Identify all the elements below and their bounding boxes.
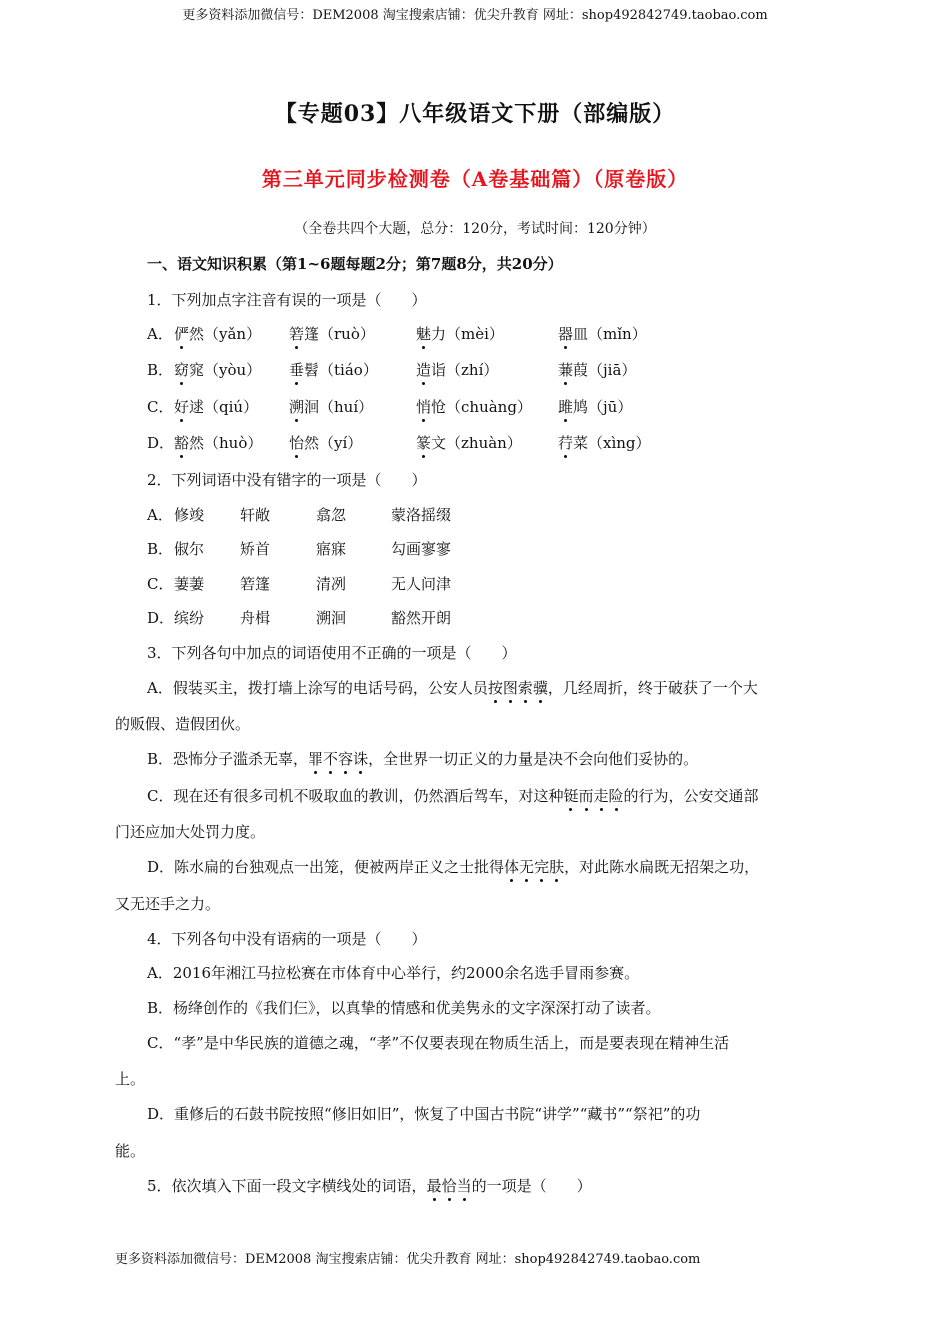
dotted-char: 溯 bbox=[289, 398, 305, 416]
dotted-term: 按图索骥 bbox=[487, 679, 548, 697]
pinyin-text: 文（zhuàn） bbox=[431, 434, 522, 452]
word-item: 溯洄 bbox=[316, 609, 347, 627]
dotted-char: 篆 bbox=[416, 434, 432, 452]
question-4-stem: 4．下列各句中没有语病的一项是（ ） bbox=[147, 930, 427, 948]
text: B．恐怖分子滥杀无辜， bbox=[147, 750, 309, 768]
pinyin-item bbox=[289, 359, 378, 380]
option-label: C． bbox=[147, 398, 174, 416]
text: A．假装买主，拨打墙上涂写的电话号码，公安人员 bbox=[147, 679, 488, 697]
text: C．现在还有很多司机不吸取血的教训，仍然酒后驾车，对这种 bbox=[147, 787, 564, 805]
dotted-term: 体无完肤 bbox=[504, 858, 565, 876]
question-4-option-c: C．“孝”是中华民族的道德之魂，“孝”不仅要表现在物质生活上，而是要表现在精神生活 bbox=[147, 1034, 730, 1052]
question-2-stem: 2．下列词语中没有错字的一项是（ ） bbox=[147, 471, 427, 489]
dotted-char: 怡 bbox=[289, 434, 305, 452]
pinyin-text: 然（huò） bbox=[189, 434, 263, 452]
word-item: 矫首 bbox=[240, 540, 271, 558]
pinyin-text: 力（mèi） bbox=[431, 325, 504, 343]
word-item: 无人问津 bbox=[391, 575, 452, 593]
pinyin-item bbox=[416, 323, 504, 344]
pinyin-text: 菜（xìng） bbox=[573, 434, 651, 452]
dotted-char: 豁 bbox=[174, 434, 190, 452]
option-label: A． bbox=[147, 506, 173, 524]
word-item: 修竣 bbox=[174, 506, 205, 524]
question-3-option-c-cont: 门还应加大处罚力度。 bbox=[115, 823, 266, 841]
option-label: D． bbox=[147, 609, 175, 627]
question-4-option-b: B．杨绛创作的《我们仨》，以真挚的情感和优美隽永的文字深深打动了读者。 bbox=[147, 999, 661, 1017]
option-label: B． bbox=[147, 361, 174, 379]
option-label: D． bbox=[147, 434, 175, 452]
question-4-option-d: D．重修后的石鼓书院按照“修旧如旧”，恢复了中国古书院“讲学”“藏书”“祭祀”的功 bbox=[147, 1105, 701, 1123]
question-4-option-c-cont: 上。 bbox=[115, 1070, 146, 1088]
document-subtitle: 第三单元同步检测卷（A卷基础篇）（原卷版） bbox=[261, 167, 689, 191]
pinyin-text: 怆（chuàng） bbox=[431, 398, 532, 416]
pinyin-item bbox=[416, 396, 532, 417]
text: 的一项是（ ） bbox=[471, 1177, 592, 1195]
word-item: 萋萋 bbox=[174, 575, 205, 593]
pinyin-text: 洄（huí） bbox=[304, 398, 374, 416]
word-item: 勾画寥寥 bbox=[391, 540, 452, 558]
word-item: 豁然开朗 bbox=[391, 609, 452, 627]
question-4-option-d-cont: 能。 bbox=[115, 1142, 146, 1160]
pinyin-text: 皿（mǐn） bbox=[573, 325, 647, 343]
pinyin-text: 篷（ruò） bbox=[304, 325, 375, 343]
dotted-term: 罪不容诛 bbox=[308, 750, 369, 768]
word-item: 俶尔 bbox=[174, 540, 205, 558]
pinyin-text: 逑（qiú） bbox=[189, 398, 259, 416]
page-footer: 更多资料添加微信号：DEM2008 淘宝搜索店铺：优尖升教育 网址：shop492842749.taobao.com bbox=[115, 1252, 701, 1267]
pinyin-item bbox=[174, 396, 258, 417]
page-header: 更多资料添加微信号：DEM2008 淘宝搜索店铺：优尖升教育 网址：shop492842749.taobao.com bbox=[182, 8, 768, 23]
text: 的行为，公安交通部 bbox=[623, 787, 759, 805]
dotted-char: 蒹 bbox=[558, 361, 574, 379]
question-3-option-c bbox=[147, 785, 759, 806]
dotted-char: 好 bbox=[174, 398, 190, 416]
dotted-char: 魅 bbox=[416, 325, 432, 343]
section-heading: 一、语文知识积累（第1~6题每题2分；第7题8分，共20分） bbox=[147, 255, 563, 273]
option-label: B． bbox=[147, 540, 174, 558]
pinyin-item bbox=[174, 359, 261, 380]
word-item: 箬篷 bbox=[240, 575, 271, 593]
word-item: 轩敞 bbox=[240, 506, 271, 524]
pinyin-text: 然（yí） bbox=[304, 434, 363, 452]
pinyin-text: 然（yǎn） bbox=[189, 325, 262, 343]
dotted-char: 俨 bbox=[174, 325, 190, 343]
pinyin-text: 诣（zhí） bbox=[431, 361, 499, 379]
pinyin-item bbox=[174, 323, 261, 344]
pinyin-item bbox=[558, 396, 632, 417]
dotted-char: 垂 bbox=[289, 361, 305, 379]
pinyin-item bbox=[416, 432, 522, 453]
dotted-term: 铤而走险 bbox=[563, 787, 624, 805]
question-3-option-b bbox=[147, 748, 698, 769]
pinyin-text: 鸠（jū） bbox=[573, 398, 633, 416]
word-item: 翕忽 bbox=[316, 506, 347, 524]
pinyin-item bbox=[289, 323, 375, 344]
dotted-char: 造 bbox=[416, 361, 432, 379]
pinyin-item bbox=[289, 396, 373, 417]
pinyin-item bbox=[558, 323, 647, 344]
document-title: 【专题03】八年级语文下册（部编版） bbox=[274, 101, 676, 127]
text: D．陈水扁的台独观点一出笼，便被两岸正义之士批得 bbox=[147, 858, 505, 876]
dotted-char: 雎 bbox=[558, 398, 574, 416]
text: ，几经周折，终于破获了一个大 bbox=[547, 679, 758, 697]
question-4-option-a: A．2016年湘江马拉松赛在市体育中心举行，约2000余名选手冒雨参赛。 bbox=[147, 964, 640, 982]
pinyin-item bbox=[558, 359, 636, 380]
word-item: 舟楫 bbox=[240, 609, 271, 627]
question-5-stem bbox=[147, 1175, 592, 1196]
pinyin-item bbox=[289, 432, 362, 453]
pinyin-text: 髫（tiáo） bbox=[304, 361, 378, 379]
dotted-char: 窈 bbox=[174, 361, 190, 379]
question-3-option-d-cont: 又无还手之力。 bbox=[115, 895, 221, 913]
text: ，全世界一切正义的力量是决不会向他们妥协的。 bbox=[368, 750, 699, 768]
option-label: A． bbox=[147, 325, 173, 343]
dotted-term: 最恰当 bbox=[426, 1177, 472, 1195]
exam-note: （全卷共四个大题，总分：120分，考试时间：120分钟） bbox=[294, 221, 656, 237]
pinyin-item bbox=[174, 432, 262, 453]
option-label: C． bbox=[147, 575, 174, 593]
dotted-char: 器 bbox=[558, 325, 574, 343]
question-1-stem: 1．下列加点字注音有误的一项是（ ） bbox=[147, 291, 427, 309]
pinyin-item bbox=[558, 432, 651, 453]
dotted-char: 荇 bbox=[558, 434, 574, 452]
dotted-char: 箬 bbox=[289, 325, 305, 343]
text: ，对此陈水扁既无招架之功， bbox=[564, 858, 760, 876]
question-3-option-d bbox=[147, 856, 759, 877]
word-item: 蒙洛摇缀 bbox=[391, 506, 452, 524]
question-3-stem: 3．下列各句中加点的词语使用不正确的一项是（ ） bbox=[147, 644, 517, 662]
pinyin-text: 葭（jiā） bbox=[573, 361, 637, 379]
text: 5．依次填入下面一段文字横线处的词语， bbox=[147, 1177, 427, 1195]
question-3-option-a-cont: 的贩假、造假团伙。 bbox=[115, 715, 251, 733]
pinyin-item bbox=[416, 359, 498, 380]
word-item: 寤寐 bbox=[316, 540, 347, 558]
word-item: 清冽 bbox=[316, 575, 347, 593]
pinyin-text: 窕（yòu） bbox=[189, 361, 262, 379]
dotted-char: 悄 bbox=[416, 398, 432, 416]
question-3-option-a bbox=[147, 677, 758, 698]
word-item: 缤纷 bbox=[174, 609, 205, 627]
